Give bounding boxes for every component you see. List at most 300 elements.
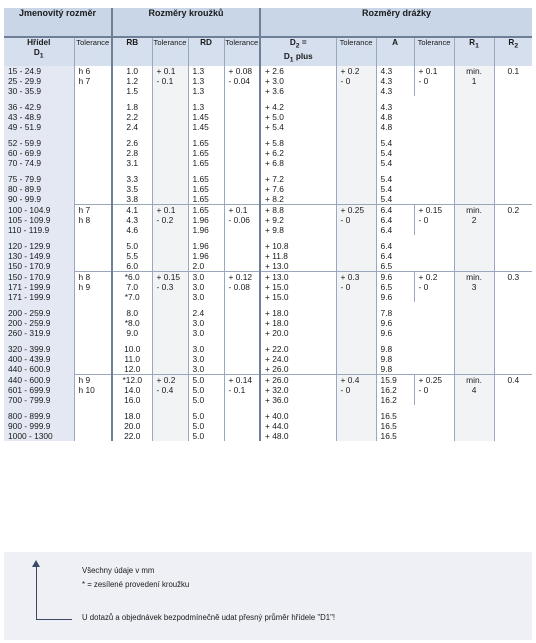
shaft-tolerance [74,205,112,272]
cell-line: 440 - 600.9 [8,374,51,385]
cell-line: 22.0 [124,431,141,441]
cell-line: 100 - 104.9 [8,204,51,215]
cell-line: h 7 [78,76,91,86]
cell-line: 1.65 [192,138,209,148]
shaft-range [4,205,74,236]
a-value [376,138,414,168]
cell-line: - 0 [418,385,429,395]
cell-line: 70 - 74.9 [8,158,42,168]
header-r2: $R_2$ [494,37,532,66]
rd-value [188,411,224,441]
cell-line: - 0.1 [228,385,246,395]
cell-line: 52 - 59.9 [8,138,42,148]
header-r1: $R_1$ [454,37,494,66]
header-rb: RB [112,37,152,66]
header-shaft-d1: Hřídel $D_1$ [4,37,74,66]
rd-value [188,308,224,338]
shaft-tolerance [74,272,112,375]
r1-value [454,66,494,205]
cell-line: + 0.1 [156,66,176,76]
cell-line: 5.0 [192,385,205,395]
cell-line: 1.5 [126,86,139,96]
cell-line: 1.3 [192,66,205,76]
cell-line: + 10.8 [265,241,289,251]
cell-line: 3.0 [192,282,205,292]
cell-line: 4.8 [380,122,393,132]
cell-line: h 10 [78,385,95,395]
cell-line: 1.45 [192,112,209,122]
cell-line: 1.0 [126,66,139,76]
cell-line: 16.0 [124,395,141,405]
header-rd: RD [188,37,224,66]
cell-line: + 0.3 [340,272,360,282]
rb-value [112,344,152,375]
rb-tolerance [152,205,188,272]
shaft-range [4,174,74,205]
cell-line: - 0.04 [228,76,250,86]
cell-line: 60 - 69.9 [8,148,42,158]
table-row [4,205,532,236]
cell-line: 20.0 [124,421,141,431]
cell-line: 16.5 [380,411,397,421]
cell-line: 90 - 99.9 [8,194,42,204]
cell-line: *12.0 [122,375,143,385]
cell-line: 43 - 48.9 [8,112,42,122]
shaft-range [4,272,74,303]
d2-value [260,102,336,132]
table-row [4,66,532,96]
cell-line: 1000 - 1300 [8,431,53,441]
cell-line: *7.0 [124,292,140,302]
cell-line: + 18.0 [265,318,289,328]
a-value [376,272,414,303]
cell-line: 6.4 [380,205,393,215]
cell-line: 3.0 [192,364,205,374]
cell-line: 4.3 [380,76,393,86]
rd-value [188,344,224,375]
cell-line: 1.65 [192,184,209,194]
cell-line: 3.0 [192,318,205,328]
d2-value [260,205,336,236]
cell-line: 36 - 42.9 [8,102,42,112]
cell-line: 2.4 [126,122,139,132]
note-reinforced: * = zesílené provedení kroužku [82,580,190,589]
cell-line: + 2.6 [265,66,284,76]
cell-line: 1.3 [192,102,205,112]
a-value [376,174,414,205]
cell-line: 700 - 799.9 [8,394,51,405]
cell-line: h 9 [78,282,91,292]
cell-line: min. [466,375,482,385]
cell-line: - 0 [418,282,429,292]
note-order: U dotazů a objednávek bezpodmínečně udat přesný průměr hřídele "D1"! [82,613,336,622]
cell-line: 200 - 259.9 [8,308,51,318]
header-ring-dimensions: Rozměry kroužků [112,8,260,37]
cell-line: 3.0 [192,292,205,302]
cell-line: 7.8 [380,308,393,318]
cell-line: 200 - 259.9 [8,318,51,328]
cell-line: - 0.2 [156,215,174,225]
cell-line: 5.0 [192,421,205,431]
cell-line: + 4.2 [265,102,284,112]
cell-line: + 0.08 [228,66,253,76]
a-value [376,66,414,96]
cell-line: 150 - 170.9 [8,271,51,282]
cell-line: 6.4 [380,251,393,261]
cell-line: 1.96 [192,251,209,261]
cell-line: 1.65 [192,174,209,184]
cell-line: 2.2 [126,112,139,122]
d2-value [260,174,336,205]
cell-line: 1 [471,76,477,86]
cell-line: 6.5 [380,282,393,292]
cell-line: 1.65 [192,148,209,158]
cell-line: + 8.2 [265,194,284,204]
cell-line: 6.5 [380,261,393,271]
cell-line: h 8 [78,272,91,282]
cell-line: min. [466,66,482,76]
d2-value [260,375,336,406]
cell-line: 3.5 [126,184,139,194]
rb-value [112,138,152,168]
shaft-range [4,241,74,272]
a-value [376,344,414,375]
rb-value [112,411,152,441]
note-units: Všechny údaje v mm [82,566,155,575]
cell-line: 9.0 [126,328,139,338]
rb-tolerance [152,66,188,205]
d2-tolerance [336,66,376,205]
cell-line: + 5.8 [265,138,284,148]
cell-line: 8.0 [126,308,139,318]
cell-line: 5.4 [380,184,393,194]
cell-line: 0.3 [507,272,520,282]
r2-value [494,205,532,272]
cell-line: 171 - 199.9 [8,281,51,292]
cell-line: + 0.2 [340,66,360,76]
rd-value [188,205,224,236]
cell-line: 9.6 [380,318,393,328]
shaft-tolerance [74,66,112,205]
r1-value [454,272,494,375]
d2-value [260,138,336,168]
rb-value [112,272,152,303]
cell-line: 9.8 [380,364,393,374]
cell-line: 5.4 [380,194,393,204]
d2-value [260,241,336,272]
cell-line: 75 - 79.9 [8,174,42,184]
r2-value [494,272,532,375]
header-nominal-size: Jmenovitý rozměr [4,8,112,37]
cell-line: + 36.0 [265,395,289,405]
rd-value [188,241,224,272]
cell-line: + 0.25 [418,375,443,385]
cell-line: h 6 [78,66,91,76]
cell-line: + 13.0 [265,272,289,282]
cell-line: 2.6 [126,138,139,148]
shaft-range [4,375,74,406]
cell-line: + 0.2 [418,272,438,282]
cell-line: - 0 [340,282,351,292]
cell-line: 601 - 699.9 [8,384,51,395]
cell-line: 3.1 [126,158,139,168]
shaft-range [4,66,74,96]
cell-line: h 8 [78,215,91,225]
rd-value [188,102,224,132]
cell-line: + 0.2 [156,375,176,385]
a-value [376,411,414,441]
cell-line: - 0.06 [228,215,250,225]
cell-line: 2.8 [126,148,139,158]
d2-tolerance [336,272,376,375]
rb-tolerance [152,375,188,442]
cell-line: 9.8 [380,344,393,354]
cell-line: 120 - 129.9 [8,241,51,251]
rb-value [112,308,152,338]
cell-line: + 15.0 [265,292,289,302]
rd-value [188,138,224,168]
cell-line: + 18.0 [265,308,289,318]
cell-line: 3.0 [192,328,205,338]
cell-line: 10.0 [124,344,141,354]
cell-line: 0.2 [507,205,520,215]
cell-line: + 0.4 [340,375,360,385]
cell-line: 3.8 [126,194,139,204]
a-tolerance [414,66,454,205]
cell-line: 0.1 [507,66,520,76]
cell-line: 11.0 [124,354,141,364]
cell-line: - 0 [340,76,351,86]
cell-line: 1.3 [192,86,205,96]
rd-tolerance [224,66,260,205]
cell-line: 320 - 399.9 [8,344,51,354]
cell-line: - 0.08 [228,282,250,292]
cell-line: - 0 [340,215,351,225]
cell-line: 1.2 [126,76,139,86]
cell-line: 130 - 149.9 [8,251,51,261]
r2-value [494,375,532,442]
d2-value [260,344,336,375]
cell-line: 6.4 [380,241,393,251]
a-tolerance [414,205,454,272]
cell-line: 7.0 [126,282,139,292]
cell-line: + 26.0 [265,364,289,374]
cell-line: - 0.3 [156,282,174,292]
cell-line: 9.6 [380,292,393,302]
cell-line: + 3.0 [265,76,284,86]
cell-line: 49 - 51.9 [8,122,42,132]
header-shaft-tolerance: Tolerance [74,37,112,66]
r1-value [454,205,494,272]
cell-line: 14.0 [124,385,141,395]
cell-line: 440 - 600.9 [8,364,51,374]
rb-value [112,375,152,406]
r2-value [494,66,532,205]
cell-line: 6.4 [380,215,393,225]
shaft-range [4,344,74,375]
d2-value [260,308,336,338]
cell-line: 5.0 [126,241,139,251]
header-groove-dimensions: Rozměry drážky [260,8,532,37]
cell-line: 4.3 [126,215,139,225]
cell-line: 4.3 [380,66,393,76]
cell-line: 5.0 [192,375,205,385]
rb-value [112,241,152,272]
cell-line: 1.65 [192,158,209,168]
cell-line: 16.5 [380,421,397,431]
cell-line: 1.96 [192,225,209,235]
table-row [4,375,532,406]
cell-line: + 5.0 [265,112,284,122]
cell-line: + 24.0 [265,354,289,364]
cell-line: min. [466,272,482,282]
cell-line: 1.3 [192,76,205,86]
cell-line: 5.5 [126,251,139,261]
cell-line: + 9.8 [265,225,284,235]
cell-line: 4.6 [126,225,139,235]
a-value [376,205,414,236]
cell-line: 900 - 999.9 [8,421,51,431]
rb-value [112,102,152,132]
cell-line: 260 - 319.9 [8,328,51,338]
cell-line: 2.4 [192,308,205,318]
header-rd-tolerance: Tolerance [224,37,260,66]
pointer-line [36,565,37,619]
pointer-line-horizontal [36,619,72,620]
cell-line: + 0.12 [228,272,253,282]
cell-line: + 8.8 [265,205,284,215]
cell-line: 4.3 [380,102,393,112]
cell-line: + 5.4 [265,122,284,132]
cell-line: + 26.0 [265,375,289,385]
cell-line: 800 - 899.9 [8,411,51,421]
cell-line: + 3.6 [265,86,284,96]
cell-line: 1.96 [192,215,209,225]
shaft-tolerance [74,375,112,442]
cell-line: 0.4 [507,375,520,385]
rd-tolerance [224,375,260,442]
cell-line: 18.0 [124,411,141,421]
table-row [4,272,532,303]
cell-line: + 22.0 [265,344,289,354]
cell-line: + 0.15 [418,205,443,215]
cell-line: 110 - 119.9 [8,224,50,235]
cell-line: 15 - 24.9 [8,66,42,76]
header-d2-tolerance: Tolerance [336,37,376,66]
a-value [376,375,414,406]
cell-line: - 0.4 [156,385,174,395]
cell-line: 15.9 [380,375,397,385]
cell-line: 4.8 [380,112,393,122]
cell-line: + 0.1 [418,66,438,76]
shaft-range [4,102,74,132]
a-value [376,102,414,132]
cell-line: 3.3 [126,174,139,184]
r1-value [454,375,494,442]
cell-line: 9.8 [380,354,393,364]
rd-value [188,375,224,406]
rd-value [188,272,224,303]
cell-line: + 6.2 [265,148,284,158]
cell-line: - 0.1 [156,76,174,86]
cell-line: 4.3 [380,86,393,96]
cell-line: + 0.25 [340,205,365,215]
cell-line: + 48.0 [265,431,289,441]
cell-line: 2 [471,215,477,225]
cell-line: 5.4 [380,138,393,148]
cell-line: 400 - 439.9 [8,354,51,364]
cell-line: + 6.8 [265,158,284,168]
cell-line: + 13.0 [265,261,289,271]
d2-value [260,272,336,303]
cell-line: 80 - 89.9 [8,184,42,194]
cell-line: 4.1 [126,205,139,215]
cell-line: + 7.6 [265,184,284,194]
cell-line: 3.0 [192,354,205,364]
cell-line: + 7.2 [265,174,284,184]
cell-line: 5.0 [192,431,205,441]
header-a: A [376,37,414,66]
d2-tolerance [336,375,376,442]
cell-line: + 11.8 [265,251,288,261]
cell-line: - 0 [340,385,351,395]
cell-line: 5.4 [380,158,393,168]
cell-line: 171 - 199.9 [8,291,51,302]
rb-value [112,205,152,236]
cell-line: - 0 [418,76,429,86]
cell-line: 30 - 35.9 [8,86,42,96]
cell-line: + 0.1 [228,205,248,215]
cell-line: 105 - 109.9 [8,214,51,225]
d2-value [260,66,336,96]
rd-tolerance [224,272,260,375]
cell-line: 1.8 [126,102,139,112]
cell-line: 9.6 [380,328,393,338]
cell-line: 16.2 [380,385,397,395]
cell-line: + 40.0 [265,411,289,421]
rd-value [188,66,224,96]
cell-line: + 15.0 [265,282,289,292]
rb-tolerance [152,272,188,375]
cell-line: 5.0 [192,411,205,421]
cell-line: 150 - 170.9 [8,261,51,271]
header-a-tolerance: Tolerance [414,37,454,66]
cell-line: + 9.2 [265,215,284,225]
cell-line: 6.0 [126,261,139,271]
cell-line: 12.0 [124,364,141,374]
cell-line: h 7 [78,205,91,215]
cell-line: + 44.0 [265,421,289,431]
shaft-range [4,411,74,441]
cell-line: 5.4 [380,148,393,158]
cell-line: h 9 [78,375,91,385]
a-tolerance [414,375,454,442]
header-rb-tolerance: Tolerance [152,37,188,66]
cell-line: 3 [471,282,477,292]
a-value [376,241,414,272]
cell-line: 6.4 [380,225,393,235]
cell-line: min. [466,205,482,215]
cell-line: 5.0 [192,395,205,405]
a-value [376,308,414,338]
cell-line: 16.5 [380,431,397,441]
shaft-range [4,308,74,338]
cell-line: - 0 [418,215,429,225]
cell-line: 3.0 [192,344,205,354]
shaft-range [4,138,74,168]
cell-line: 9.6 [380,272,393,282]
d2-tolerance [336,205,376,272]
